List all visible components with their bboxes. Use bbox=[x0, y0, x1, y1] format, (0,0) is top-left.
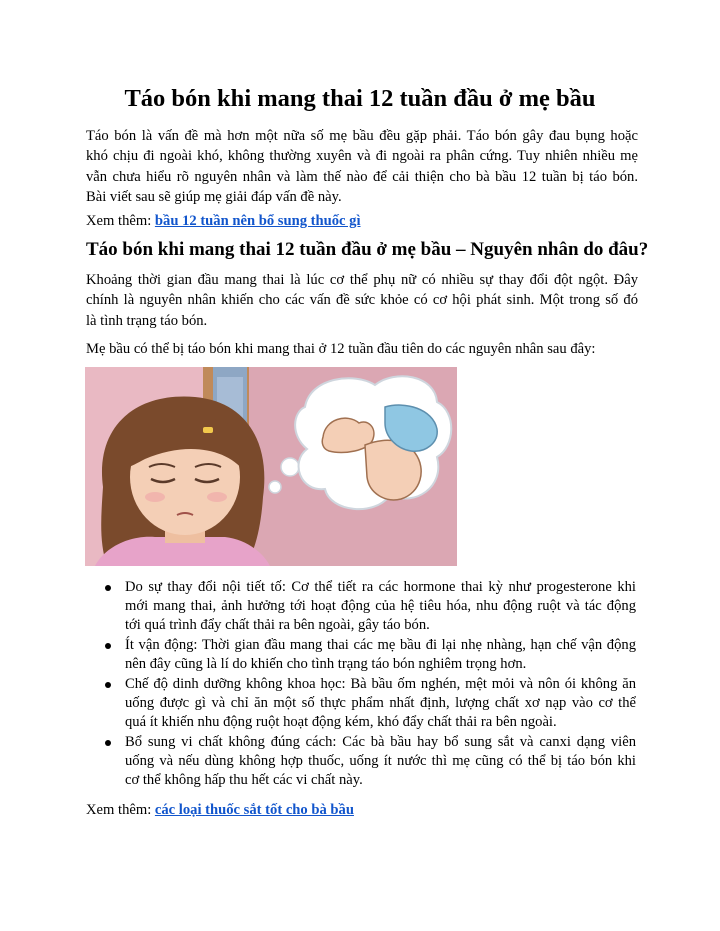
see-also-link-supplements[interactable]: bầu 12 tuần nên bổ sung thuốc gì bbox=[154, 213, 361, 229]
causes-lead-paragraph bbox=[86, 339, 638, 359]
bullet-icon bbox=[105, 585, 111, 591]
constipation-illustration bbox=[85, 367, 457, 566]
list-line: mới mang thai, ảnh hưởng tới hoạt động của hệ tiêu hóa, nhu động ruột và tác động bbox=[125, 598, 636, 615]
see-also-2 bbox=[86, 800, 638, 820]
para-line: Mẹ bầu có thể bị táo bón khi mang thai ở 12 tuần đầu tiên do các nguyên nhân sau đây: bbox=[86, 341, 596, 357]
list-item-text bbox=[125, 675, 636, 733]
see-also-link-iron-pills[interactable]: các loại thuốc sắt tốt cho bà bầu bbox=[154, 802, 354, 818]
intro-line: khó chịu đi ngoài khó, không thường xuyên và đi ngoài ra phân cứng. Tuy nhiên nhiều mẹ bbox=[86, 148, 638, 165]
list-line: uống được gì và chỉ ăn một số thực phẩm nhất định, lượng chất xơ nạp vào cơ thể bbox=[125, 695, 636, 712]
list-line: uống và nếu dùng không hợp thuốc, uống ít nước thì mẹ cũng có thể bị táo bón khi bbox=[125, 753, 636, 770]
para-line: Khoảng thời gian đầu mang thai là lúc cơ thể phụ nữ có nhiều sự thay đổi đột ngột. Đây bbox=[86, 272, 638, 288]
list-line: Do sự thay đổi nội tiết tố: Cơ thể tiết ra các hormone thai kỳ như progesterone khi bbox=[125, 579, 636, 595]
intro-line: vẫn chưa hiểu rõ nguyên nhân và làm thế nào để cải thiện cho bà bầu 12 tuần bị táo bón. bbox=[86, 168, 638, 185]
see-also-label: Xem thêm: bbox=[86, 213, 155, 229]
para-line: chính là nguyên nhân khiến cho các vấn đề sức khỏe có cơ hội phát sinh. Một trong số đó bbox=[86, 292, 638, 309]
bullet-icon bbox=[105, 643, 111, 649]
bullet-icon bbox=[105, 682, 111, 688]
list-line: quá ít khiến nhu động ruột hoạt động kém, khó đẩy chất thải ra bên ngoài. bbox=[125, 714, 557, 731]
list-line: nên đây cũng là lí do khiến cho tình trạng táo bón nghiêm trọng hơn. bbox=[125, 656, 527, 673]
list-item-text bbox=[125, 578, 636, 636]
list-item-text bbox=[125, 733, 636, 791]
bullet-icon bbox=[105, 740, 111, 746]
list-line: Bổ sung vi chất không đúng cách: Các bà bầu hay bổ sung sắt và canxi dạng viên bbox=[125, 734, 636, 750]
list-line: Chế độ dinh dưỡng không khoa học: Bà bầu ốm nghén, mệt mỏi và nôn ói không ăn bbox=[125, 676, 636, 692]
list-line: tới quá trình đẩy chất thải ra bên ngoài, gây táo bón. bbox=[125, 617, 430, 634]
cause-intro-paragraph bbox=[86, 270, 638, 331]
intro-paragraph bbox=[86, 126, 638, 208]
page-title: Táo bón khi mang thai 12 tuần đầu ở mẹ bầu bbox=[124, 85, 596, 112]
intro-line: Bài viết sau sẽ giúp mẹ giải đáp vấn đề này. bbox=[86, 189, 342, 206]
list-line: cơ thể không hấp thu hết các vi chất này. bbox=[125, 772, 363, 789]
list-line: Ít vận động: Thời gian đầu mang thai các mẹ bầu đi lại nhẹ nhàng, hạn chế vận động bbox=[125, 637, 636, 653]
list-item-text bbox=[125, 636, 636, 674]
para-line: là tình trạng táo bón. bbox=[86, 312, 208, 329]
see-also-1 bbox=[86, 211, 638, 231]
intro-line: Táo bón là vấn đề mà hơn một nữa số mẹ bầu đều gặp phải. Táo bón gây đau bụng hoặc bbox=[86, 128, 638, 144]
section-heading: Táo bón khi mang thai 12 tuần đầu ở mẹ bầu – Nguyên nhân do đâu? bbox=[86, 239, 649, 260]
see-also-label: Xem thêm: bbox=[86, 802, 155, 818]
